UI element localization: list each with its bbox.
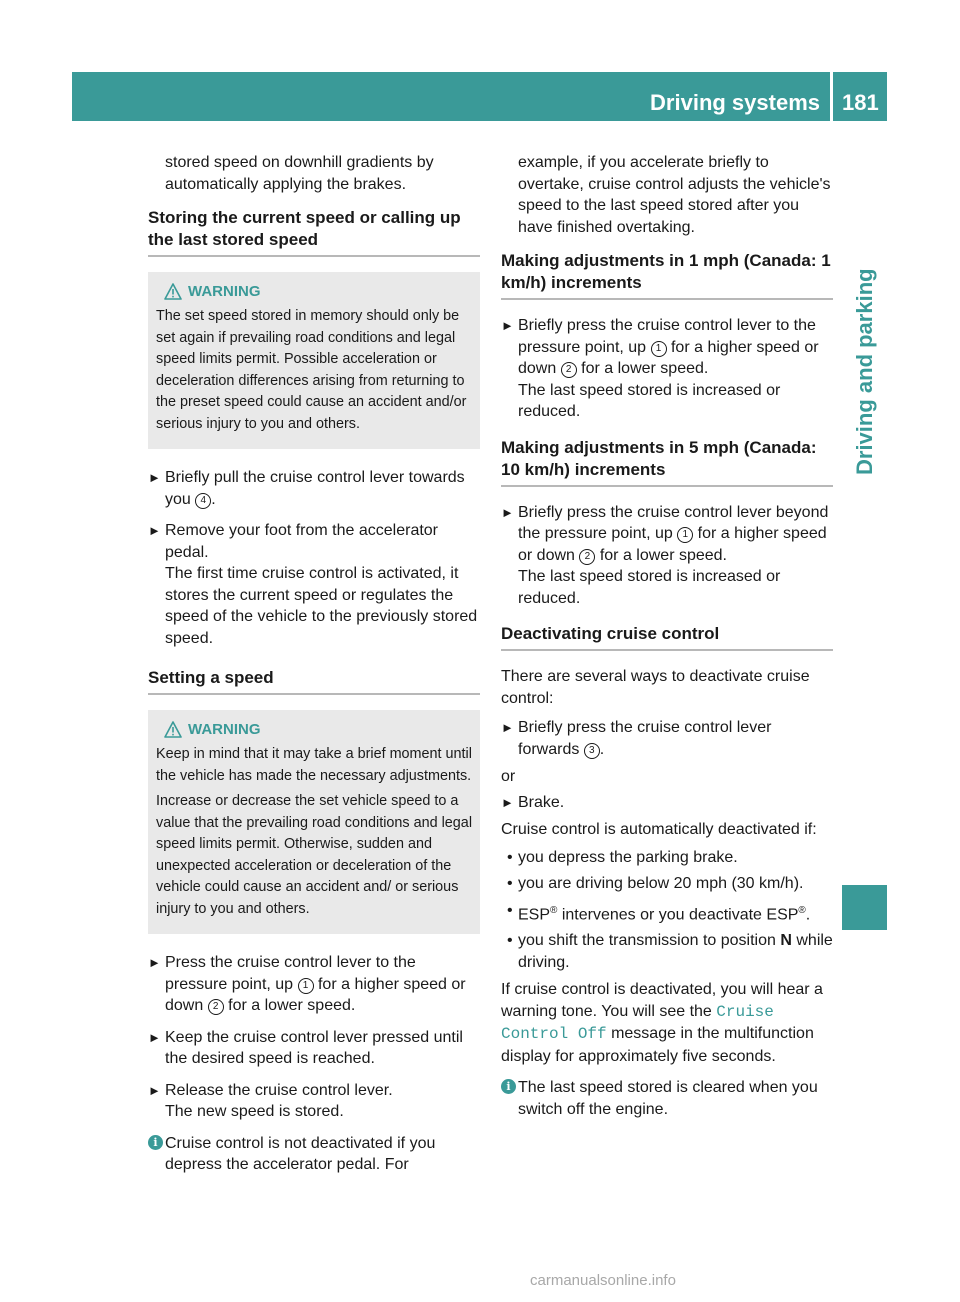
info-icon: i [148, 1135, 163, 1150]
step-text-mid: for a higher speed or down [518, 338, 819, 377]
tone-text-post: message in the multifunction display for approximately five seconds. [501, 1025, 814, 1065]
step-remove-foot [148, 520, 480, 649]
step-arrow-icon: ► [501, 794, 514, 810]
step-text: Release the cruise control lever. [165, 1081, 393, 1099]
page-number: 181 [842, 90, 879, 115]
warning-box-store [148, 272, 480, 449]
auto-deact-intro: Cruise control is automatically deactivated if: [501, 821, 817, 838]
warning-box-setting [148, 710, 480, 934]
warning-tone-text [501, 979, 833, 1067]
heading-1mph: Making adjustments in 1 mph (Canada: 1 km/h) increments [501, 250, 833, 300]
info-icon: i [501, 1079, 516, 1094]
step-text: Keep the cruise control lever pressed until the desired speed is reached. [165, 1028, 463, 1067]
callout-number: 3 [584, 743, 600, 759]
info-text: The last speed stored is cleared when you switch off the engine. [518, 1079, 818, 1118]
list-item [501, 900, 833, 926]
step-text: Press the cruise control lever to the pressure point, up [165, 954, 416, 993]
step-press-forwards [501, 717, 833, 760]
header-divider [830, 72, 833, 121]
continuation-text: example, if you accelerate briefly to overtake, cruise control adjusts the vehicle's speed to the last speed stored after you have finished overtaking. [518, 154, 831, 236]
step-arrow-icon: ► [148, 1082, 161, 1098]
step-text-end: . [211, 490, 216, 508]
list-item [501, 847, 833, 869]
step-release-lever [148, 1080, 480, 1123]
step-arrow-icon: ► [148, 1029, 161, 1045]
bullet-text: you shift the transmission to position [518, 932, 781, 950]
warning-header [156, 282, 472, 302]
warning-text-2: Increase or decrease the set vehicle speed to a value that the prevailing road conditions and legal speed limits permit. Otherwise, sudden and unexpected acceleration or deceleration of the vehicle could cause an accident and/ or serious injury to you and others. [156, 793, 473, 917]
warning-text-1: Keep in mind that it may take a brief moment until the vehicle has made the necessary adjustments. [156, 746, 472, 784]
warning-text: The set speed stored in memory should only be set again if prevailing road conditions and legal speed limits permit. Possible acceleration or deceleration differences arising from returning to the preset speed could cause an accident and/or serious injury to you and others. [156, 308, 467, 432]
step-arrow-icon: ► [148, 523, 161, 538]
section-title: Driving systems [650, 90, 820, 115]
heading-deactivating: Deactivating cruise control [501, 623, 833, 651]
list-item [501, 873, 833, 895]
heading-store-speed: Storing the current speed or calling up the last stored speed [148, 207, 480, 257]
step-arrow-icon: ► [501, 504, 514, 520]
list-item [501, 930, 833, 973]
callout-number: 4 [195, 493, 211, 509]
bullet-dot: • [507, 901, 513, 919]
warning-label: WARNING [188, 283, 261, 300]
info-note-accelerator [148, 1133, 480, 1176]
display-message: Cruise Control Off [501, 1002, 774, 1044]
side-marker [842, 885, 887, 930]
step-text-end: for a lower speed. [223, 997, 356, 1014]
step-5mph [501, 502, 833, 610]
step-text-end: for a lower speed. [576, 360, 709, 377]
left-column [148, 152, 480, 1186]
callout-number: 2 [208, 999, 224, 1015]
watermark: carmanualsonline.info [530, 1272, 676, 1289]
warning-header [156, 720, 472, 740]
step-text: Briefly pull the cruise control lever towards you [165, 469, 465, 508]
heading-5mph: Making adjustments in 5 mph (Canada: 10 km/h) increments [501, 437, 833, 487]
step-text: Briefly press the cruise control lever beyond the pressure point, up [518, 503, 829, 542]
step-brake [501, 792, 833, 814]
side-tab-label: Driving and parking [852, 268, 877, 475]
step-result: The first time cruise control is activated, it stores the current speed or regulates the speed of the vehicle to the previously stored speed. [165, 565, 478, 647]
callout-number: 2 [579, 549, 595, 565]
step-text-end: . [599, 740, 605, 758]
registered-mark: ® [550, 904, 558, 916]
bullet-text-mid: intervenes or you deactivate ESP [557, 905, 799, 923]
or-text: or [501, 768, 516, 785]
step-1mph [501, 315, 833, 423]
step-result: The last speed stored is increased or reduced. [518, 568, 781, 607]
bullet-text: ESP [518, 905, 551, 923]
step-arrow-icon: ► [501, 720, 514, 735]
bullet-dot: • [507, 848, 513, 866]
bullet-dot: • [507, 932, 513, 950]
side-tab [842, 240, 887, 475]
callout-number: 1 [651, 341, 667, 357]
callout-number: 1 [677, 527, 693, 543]
step-arrow-icon: ► [148, 955, 161, 970]
tone-text-pre: If cruise control is deactivated, you will hear a warning tone. You will see the [501, 981, 823, 1020]
step-text: Remove your foot from the accelerator pedal. [165, 522, 439, 561]
step-press-lever [148, 952, 480, 1017]
info-note-cleared [501, 1077, 833, 1120]
bullet-text-end: . [805, 905, 811, 923]
step-text-end: for a lower speed. [595, 546, 727, 564]
bullet-text: you depress the parking brake. [518, 848, 738, 866]
heading-setting-speed: Setting a speed [148, 667, 480, 695]
step-text-mid: for a higher speed or down [165, 975, 466, 1014]
step-text: Briefly press the cruise control lever forwards [518, 719, 772, 758]
warning-label: WARNING [188, 721, 261, 738]
bullet-text-end: while driving. [518, 932, 833, 971]
right-column [501, 152, 833, 1130]
step-arrow-icon: ► [501, 318, 514, 333]
callout-number: 1 [298, 978, 314, 994]
bullet-dot: • [507, 875, 513, 892]
intro-continuation: stored speed on downhill gradients by automatically applying the brakes. [165, 154, 434, 193]
step-text-mid: for a higher speed or down [518, 525, 827, 564]
step-result: The last speed stored is increased or reduced. [518, 381, 781, 420]
warning-triangle-icon [164, 283, 182, 300]
step-arrow-icon: ► [148, 470, 161, 485]
deact-intro: There are several ways to deactivate cruise control: [501, 668, 810, 707]
gear-position: N [780, 932, 792, 950]
step-keep-pressed [148, 1027, 480, 1070]
bullet-text: you are driving below 20 mph (30 km/h). [518, 875, 804, 892]
step-result: The new speed is stored. [165, 1103, 344, 1120]
step-text: Briefly press the cruise control lever to the pressure point, up [518, 317, 816, 356]
step-text: Brake. [518, 793, 565, 811]
callout-number: 2 [561, 362, 577, 378]
registered-mark: ® [798, 904, 806, 916]
info-text: Cruise control is not deactivated if you depress the accelerator pedal. For [165, 1134, 436, 1173]
step-pull-lever [148, 467, 480, 510]
warning-triangle-icon [164, 721, 182, 738]
